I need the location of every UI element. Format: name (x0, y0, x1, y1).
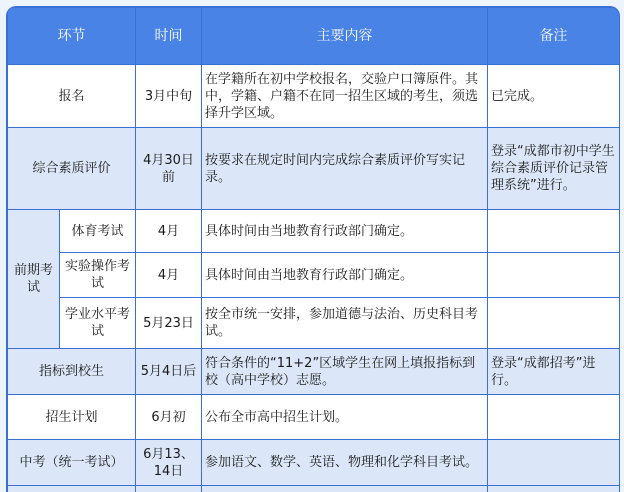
content-cell: 在学籍所在初中学校报名，交验户口簿原件。其中，学籍、户籍不在同一招生区域的考生，须选择升学区域。 (202, 65, 488, 128)
content-cell: 按要求在规定时间内完成综合素质评价写实记录。 (202, 128, 488, 210)
time-cell: 4月 (136, 253, 202, 298)
header-stage: 环节 (8, 8, 136, 65)
time-cell: 6月初 (136, 395, 202, 440)
time-cell: 5月23日 (136, 298, 202, 349)
schedule-table-frame (6, 6, 620, 492)
stage-cell: 体育考试 (60, 210, 136, 253)
stage-cell: 指标到校生 (8, 349, 136, 395)
header-content: 主要内容 (202, 8, 488, 65)
content-cell: 具体时间由当地教育行政部门确定。 (202, 253, 488, 298)
stage-cell: 实验操作考试 (60, 253, 136, 298)
note-cell: 已完成。 (488, 65, 620, 128)
time-cell: 4月30日前 (136, 128, 202, 210)
note-cell (488, 395, 620, 440)
time-cell: 6月13、14日 (136, 440, 202, 486)
header-time: 时间 (136, 8, 202, 65)
table-row (8, 298, 620, 349)
header-row (8, 8, 620, 65)
content-cell: 按全市统一安排，参加道德与法治、历史科目考试。 (202, 298, 488, 349)
note-cell: 登录“成都招考”进行。 (488, 349, 620, 395)
table-row (8, 210, 620, 253)
stage-cell: 综合素质评价 (8, 128, 136, 210)
stage-cell: 学业水平考试 (60, 298, 136, 349)
header-note: 备注 (488, 8, 620, 65)
note-cell (488, 440, 620, 486)
time-cell: 3月中旬 (136, 65, 202, 128)
table-row (8, 128, 620, 210)
table-row (8, 253, 620, 298)
content-cell: 符合条件的“11+2”区域学生在网上填报指标到校（高中学校）志愿。 (202, 349, 488, 395)
time-cell: 4月 (136, 210, 202, 253)
table-row (8, 65, 620, 128)
stage-cell: 招生计划 (8, 395, 136, 440)
note-cell (488, 298, 620, 349)
table-row (8, 440, 620, 486)
note-cell: 登录“成都市初中学生综合素质评价记录管理系统”进行。 (488, 128, 620, 210)
table-row (8, 349, 620, 395)
schedule-table (7, 7, 620, 492)
note-cell (488, 253, 620, 298)
group-cell: 前期考试 (8, 210, 60, 349)
content-cell: 公布全市高中招生计划。 (202, 395, 488, 440)
time-cell: 5月4日后 (136, 349, 202, 395)
table-row (8, 395, 620, 440)
content-cell: 参加语文、数学、英语、物理和化学科目考试。 (202, 440, 488, 486)
note-cell (488, 210, 620, 253)
table-row-partial (8, 486, 620, 492)
stage-cell: 报名 (8, 65, 136, 128)
content-cell: 具体时间由当地教育行政部门确定。 (202, 210, 488, 253)
stage-cell: 中考（统一考试） (8, 440, 136, 486)
